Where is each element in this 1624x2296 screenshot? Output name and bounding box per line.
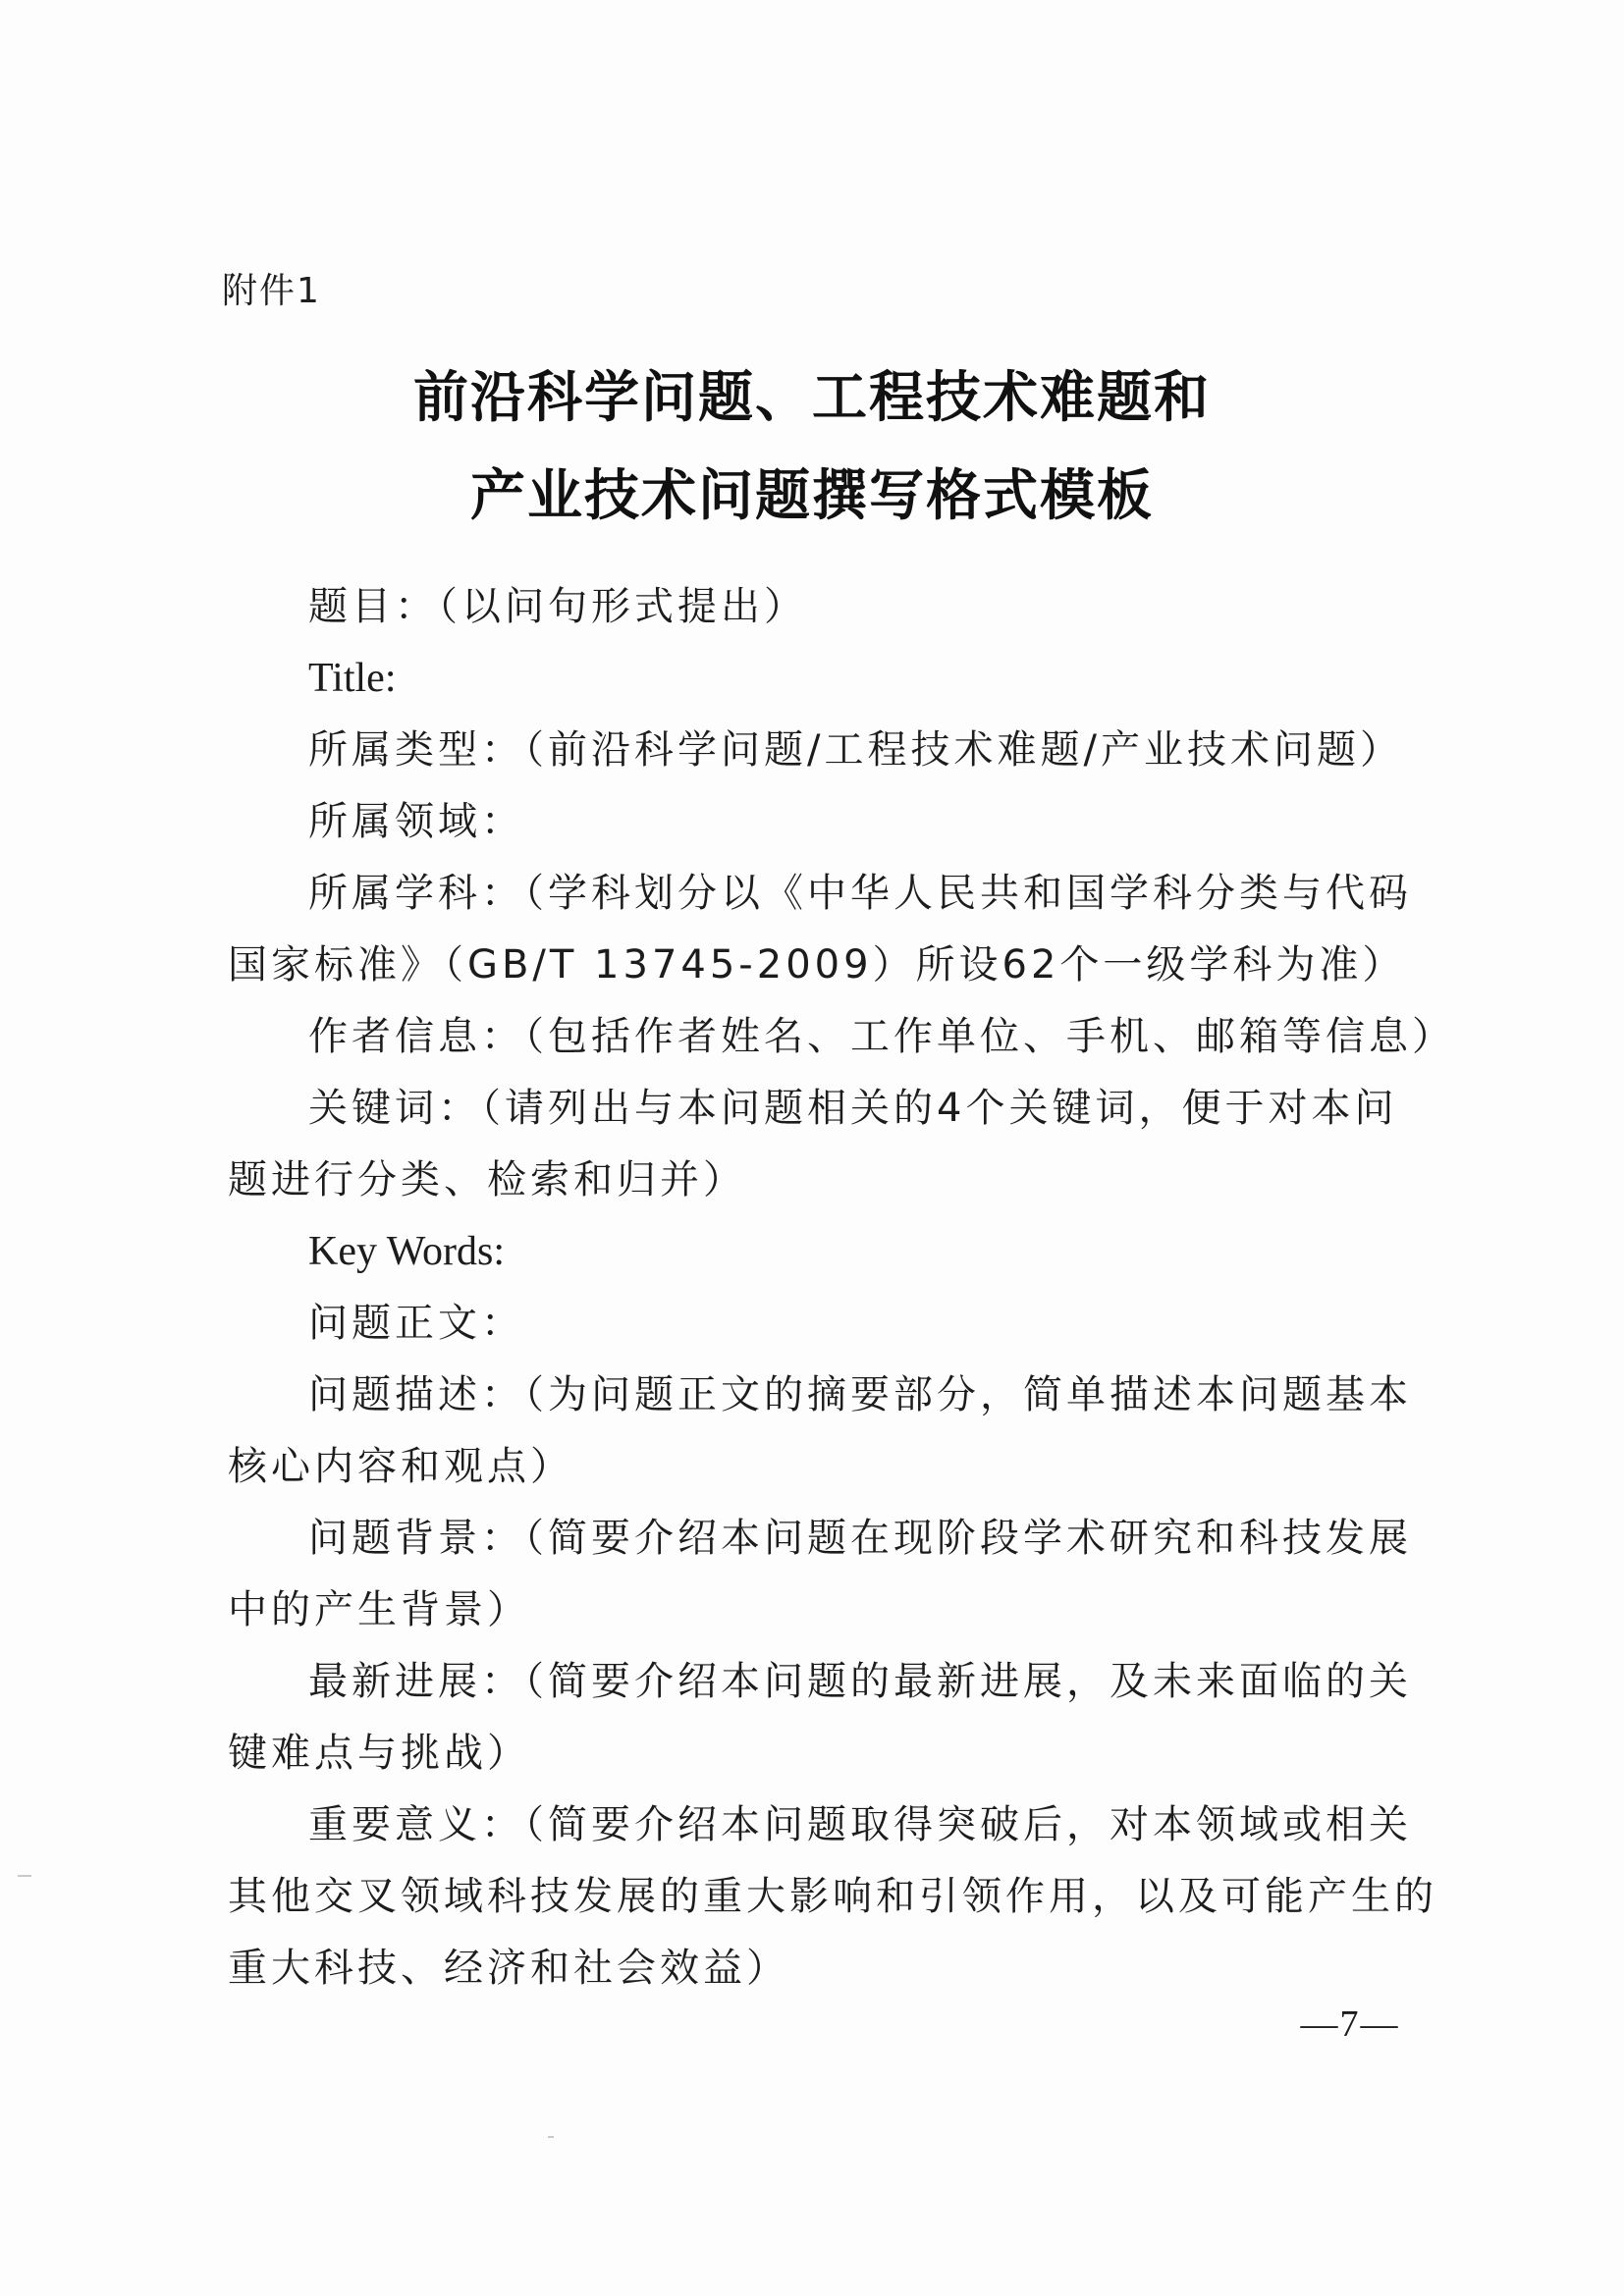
template-line: 键难点与挑战） [228, 1731, 530, 1776]
template-line: 核心内容和观点） [228, 1444, 573, 1489]
template-line: 关键词：（请列出与本问题相关的4个关键词，便于对本问 [308, 1086, 1398, 1131]
template-line: 作者信息：（包括作者姓名、工作单位、手机、邮箱等信息） [308, 1014, 1455, 1059]
template-line: Title: [308, 656, 397, 701]
template-line: 最新进展：（简要介绍本问题的最新进展，及未来面临的关 [308, 1659, 1412, 1704]
template-body [228, 571, 1455, 2004]
template-line: 所属领域： [308, 799, 524, 844]
template-line: 重要意义：（简要介绍本问题取得突破后，对本领域或相关 [308, 1802, 1412, 1847]
template-line: 所属类型：（前沿科学问题/工程技术难题/产业技术问题） [308, 727, 1403, 773]
scan-speck [548, 2136, 554, 2138]
template-line: 其他交叉领域科技发展的重大影响和引领作用，以及可能产生的 [228, 1874, 1437, 1919]
template-line: 题目：（以问句形式提出） [308, 584, 807, 629]
template-line: 题进行分类、检索和归并） [228, 1157, 746, 1202]
template-line: 重大科技、经济和社会效益） [228, 1946, 789, 1991]
template-line: 问题正文： [308, 1301, 524, 1346]
page-number: —7— [1300, 2003, 1400, 2045]
scan-speck [18, 1875, 31, 1877]
title-line-2: 产业技术问题撰写格式模板 [470, 463, 1154, 528]
template-line: 国家标准》（GB/T 13745-2009）所设62个一级学科为准） [228, 942, 1406, 988]
template-line: Key Words: [308, 1229, 505, 1274]
document-title [0, 348, 1624, 545]
attachment-label: 附件1 [222, 271, 321, 311]
template-line: 问题背景：（简要介绍本问题在现阶段学术研究和科技发展 [308, 1516, 1412, 1561]
template-line: 所属学科：（学科划分以《中华人民共和国学科分类与代码 [308, 871, 1412, 916]
title-line-1: 前沿科学问题、工程技术难题和 [413, 365, 1211, 430]
template-line: 中的产生背景） [228, 1587, 530, 1632]
template-line: 问题描述：（为问题正文的摘要部分，简单描述本问题基本 [308, 1372, 1412, 1417]
